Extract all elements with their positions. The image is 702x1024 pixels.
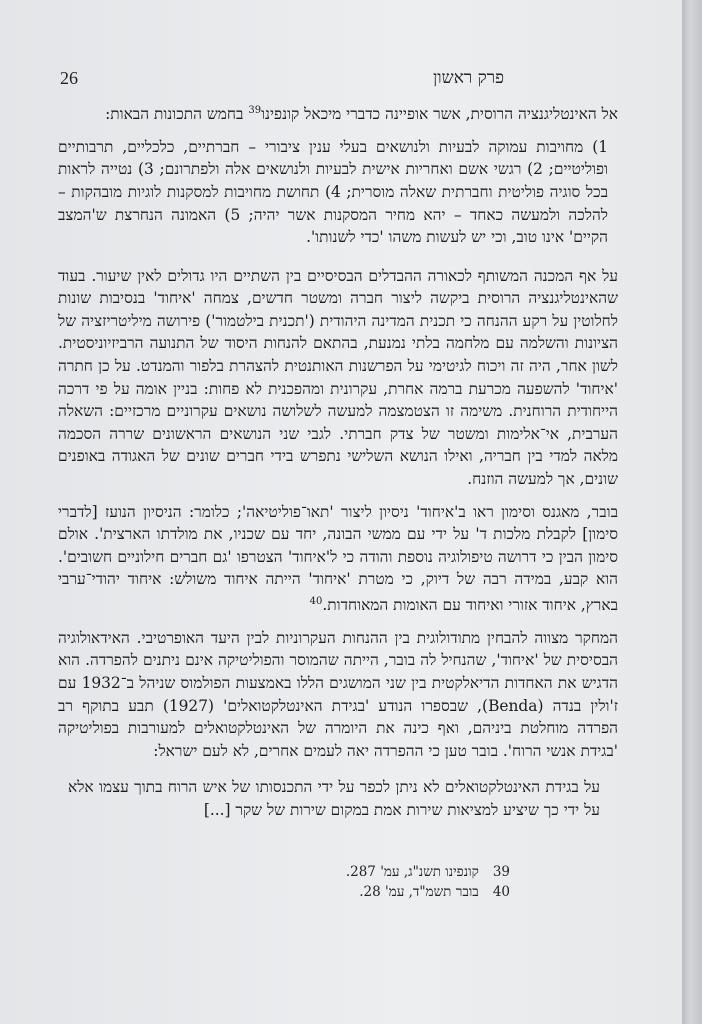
footnote-39: 39 קונפינו תשנ"ג, עמ' 287. (345, 864, 510, 880)
intro-paragraph: אל האינטליגנציה הרוסית, אשר אופיינה כדברי מיכאל קונפינו$^{39}$ בחמש התכונות הבאות: (105, 105, 618, 124)
footnote-40: 40 בובר תשמ"ד, עמ' 28. (359, 884, 510, 900)
traits-list: 1) מחויבות עמוקה לבעיות ולנושאים בעלי ענין ציבורי – חברתיים, כלכליים, תרבותיים ופוליטיים; 2) רגשי אשם ואחריות אישית לבעיות ולנושאים אלה ולפתרונם; 3) נטייה לראות בכל סוגיה פוליטית וחברתית שאלה מוסרית; 4) תחושת מחויבות למסקנות לוגיות מובהקות – להלכה ולמעשה כאחד – יהא מחיר המסקנות אשר יהיה; 5) האמונה הנחרצת ש'המצב הקיים' אינו טוב, וכי יש לעשות משהו 'כדי לשנותו'. (58, 137, 609, 247)
running-header (60, 66, 504, 90)
page-number: 26 (60, 68, 78, 88)
footnote-ref-39: 39 (248, 105, 262, 116)
paragraph-3: המחקר מצווה להבחין מתודולוגית בין ההנחות העקרוניות לבין היעד האופרטיבי. האידאולוגיה הבסיסית של 'איחוד', שהנחיל לה בובר, הייתה שהמוסר והפוליטיקה אינם ניתנים להפרדה. הוא הדגיש את האחדות הדיאלקטית בין שני המושגים הללו באמצעות הפולמוס שניהל ב־1932 עם ז'ולין בנדה (Benda), שבספרו הנודע 'בגידת האינטלקטואלים' (1927) תבע בתוקף רב הפרדה מוחלטת ביניהם, ואף כינה את היומרה של האינטלקטואלים למעורבות בפוליטיקה 'בגידת אנשי הרוח'. בובר טען כי ההפרדה יאה לעמים אחרים, לא לעם ישראל: (58, 628, 618, 760)
footnotes (210, 862, 510, 902)
chapter-title: פרק ראשון (432, 68, 504, 88)
paragraph-1: על אף המכנה המשותף לכאורה ההבדלים הבסיסיים בין השתיים היו גדולים לאין שיעור. בעוד שהאינטליגנציה הרוסית ביקשה ליצור חברה ומשטר חדשים, צמחה 'איחוד' בנסיבות שונות לחלוטין על רקע ההנחה כי תכנית המדינה היהודית ('תכנית בילטמור') פירושה מיליטריזציה של הציונות והשלמה עם מלחמה בלתי נמנעת, בהתאם להנחות היסוד של התנועה הרביזיוניסטית. לשון אחר, היה זה ויכוח לגיטימי על הפרשנות האותנטית להצהרת בלפור והמנדט. על כן חתרה 'איחוד' להשפעה מכרעת ברמה אחרת, עקרונית ומהפכנית לא פחות: בניין אומה על פי דרכה הייחודית הרוחנית. משימה זו הצטמצמה למעשה לשלושה נושאים עקרוניים מרכזיים: השאלה הערבית, אי־אלימות ומשטר של צדק חברתי. לגבי שני הנושאים הראשונים שררה הסכמה מלאה למדי בין חבריה, ואילו הנושא השלישי נתפרש בידי חברים שונים של האגודה באופנים שונים, אך למעשה הוזנח. (58, 266, 618, 489)
main-text (58, 100, 618, 831)
block-quote: על בגידת האינטלקטואלים לא ניתן לכפר על ידי התכנסותו של איש הרוח בתוך עצמו אלא על ידי כך שיציע למציאות שירות אמת במקום שירות של שקר [...] (68, 778, 600, 819)
page-edge (682, 0, 702, 1024)
footnote-ref-40: 40 (309, 596, 323, 607)
paragraph-2: בובר, מאגנס וסימון ראו ב'איחוד' ניסיון ליצור 'תאו־פוליטיאה'; כלומר: הניסיון הנועז [לדברי סימון] לקבלת מלכות ד' על ידי עם ממשי הבונה, יחד עם שכניו, את מולדתו הארצית'. אולם סימון הבין כי דרושה טיפולוגיה נוספת והודה כי ל'איחוד' הצטרפו 'גם חברים חילוניים חשובים'. הוא קבע, במידה רבה של דיוק, כי מטרת 'איחוד' הייתה איחוד משולש: איחוד יהודי־ערבי בארץ, איחוד אזורי ואיחוד עם האומות המאוחדות.$^{40}$ (58, 502, 618, 615)
